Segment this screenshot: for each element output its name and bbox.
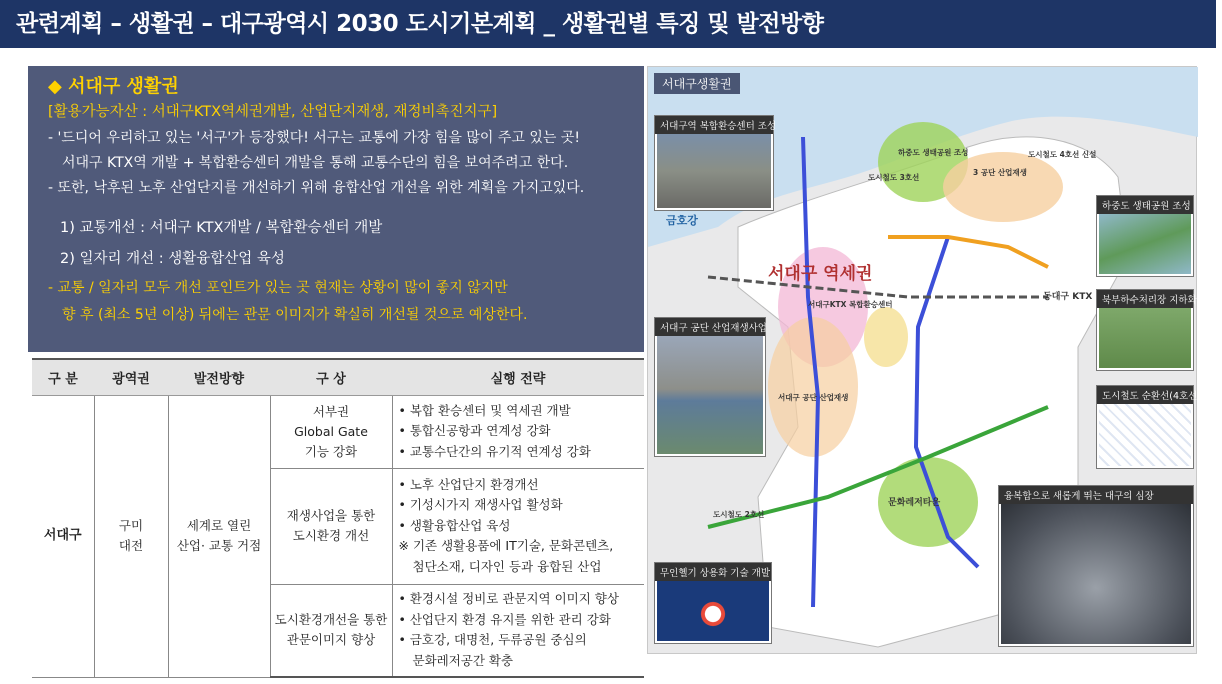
- inset-sewage: 북부하수처리장 지하화: [1096, 289, 1194, 371]
- area-cell: 서대구: [32, 395, 94, 677]
- living-zone-map: [647, 66, 1222, 654]
- line4-label: 도시철도 4호선 신설: [1028, 150, 1097, 159]
- industry-label: 서대구 공단 산업재생: [778, 393, 849, 402]
- ecopark-label: 하중도 생태공원 조성: [898, 148, 969, 157]
- concept-cell: 서부권 Global Gate 기능 강화: [270, 395, 392, 468]
- concept-cell: 도시환경개선을 통한 관문이미지 향상: [270, 584, 392, 677]
- numbered-item: 2) 일자리 개선 : 생활융합산업 육성: [60, 251, 285, 267]
- table-header: 발전방향: [168, 359, 270, 395]
- highlight-line: - 교통 / 일자리 모두 개선 포인트가 있는 곳 현재는 상황이 많이 좋지 않지만: [48, 280, 508, 296]
- inset-industrial: 서대구 공단 산업재생사업: [654, 317, 766, 457]
- table-header: 구 상: [270, 359, 392, 395]
- inset-heart: 융복합으로 새롭게 뛰는 대구의 심장: [998, 485, 1194, 647]
- direction-cell: 세계로 열린 산업· 교통 거점: [168, 395, 270, 677]
- inset-hub: 서대구역 복합환승센터 조성: [654, 115, 774, 211]
- summary-line: - 또한, 낙후된 노후 산업단지를 개선하기 위해 융합산업 개선을 위한 계획을 가지고있다.: [48, 180, 585, 196]
- page-title: 관련계획 – 생활권 – 대구광역시 2030 도시기본계획 _ 생활권별 특징 및 발전방향: [0, 0, 1216, 48]
- inset-drone: 무인헬기 상용화 기술 개발: [654, 562, 772, 644]
- station-label: 서대구KTX 복합환승센터: [808, 300, 893, 309]
- strategy-cell: • 노후 산업단지 환경개선 • 기성시가지 재생사업 활성화 • 생활융합산업 육성 ※ 기존 생활용품에 IT기술, 문화콘텐츠, 첨단소재, 디자인 등과 융합된 산업: [392, 468, 644, 584]
- map-big-label: 서대구 역세권: [768, 264, 873, 284]
- table-header: 구 분: [32, 359, 94, 395]
- region-cell: 구미 대전: [94, 395, 168, 677]
- strategy-cell: • 복합 환승센터 및 역세권 개발 • 통합신공항과 연계성 강화 • 교통수단간의 유기적 연계성 강화: [392, 395, 644, 468]
- numbered-item: 1) 교통개선 : 서대구 KTX개발 / 복합환승센터 개발: [60, 220, 383, 236]
- ktx-label: 동대구 KTX: [1043, 292, 1093, 302]
- inset-park: 하중도 생태공원 조성: [1096, 195, 1194, 277]
- line3-label: 도시철도 3호선: [868, 173, 920, 182]
- inset-metro: 도시철도 순환선(4호선) 건설: [1096, 385, 1194, 469]
- table-header: 실행 전략: [392, 359, 644, 395]
- concept-cell: 재생사업을 통한 도시환경 개선: [270, 468, 392, 584]
- table-row: [32, 395, 644, 468]
- culture-label: 문화레저타운: [888, 498, 941, 508]
- summary-heading: ◆ 서대구 생활권: [48, 76, 179, 97]
- river-label: 금호강: [666, 214, 698, 227]
- highlight-line: 향 후 (최소 5년 이상) 뒤에는 관문 이미지가 확실히 개선될 것으로 예상한다.: [62, 307, 528, 323]
- renew-label: 3 공단 산업재생: [973, 168, 1027, 177]
- line2-label: 도시철도 2호선: [713, 510, 765, 519]
- assets-line: [활용가능자산 : 서대구KTX역세권개발, 산업단지재생, 재정비촉진지구]: [48, 104, 498, 120]
- strategy-table: [32, 358, 644, 678]
- strategy-cell: • 환경시설 정비로 관문지역 이미지 향상 • 산업단지 환경 유지를 위한 관리 강화 • 금호강, 대명천, 두류공원 중심의 문화레저공간 확충: [392, 584, 644, 677]
- renew-zone: [943, 152, 1063, 222]
- summary-line: 서대구 KTX역 개발 + 복합환승센터 개발을 통해 교통수단의 힘을 보여주려고 한다.: [62, 155, 569, 171]
- table-header: 광역권: [94, 359, 168, 395]
- summary-line: - '드디어 우리하고 있는 '서구'가 등장했다! 서구는 교통에 가장 힘을 많이 주고 있는 곳!: [48, 130, 580, 146]
- map-label: 서대구생활권: [654, 73, 740, 94]
- yellow-zone: [864, 307, 908, 367]
- summary-box: [28, 66, 644, 352]
